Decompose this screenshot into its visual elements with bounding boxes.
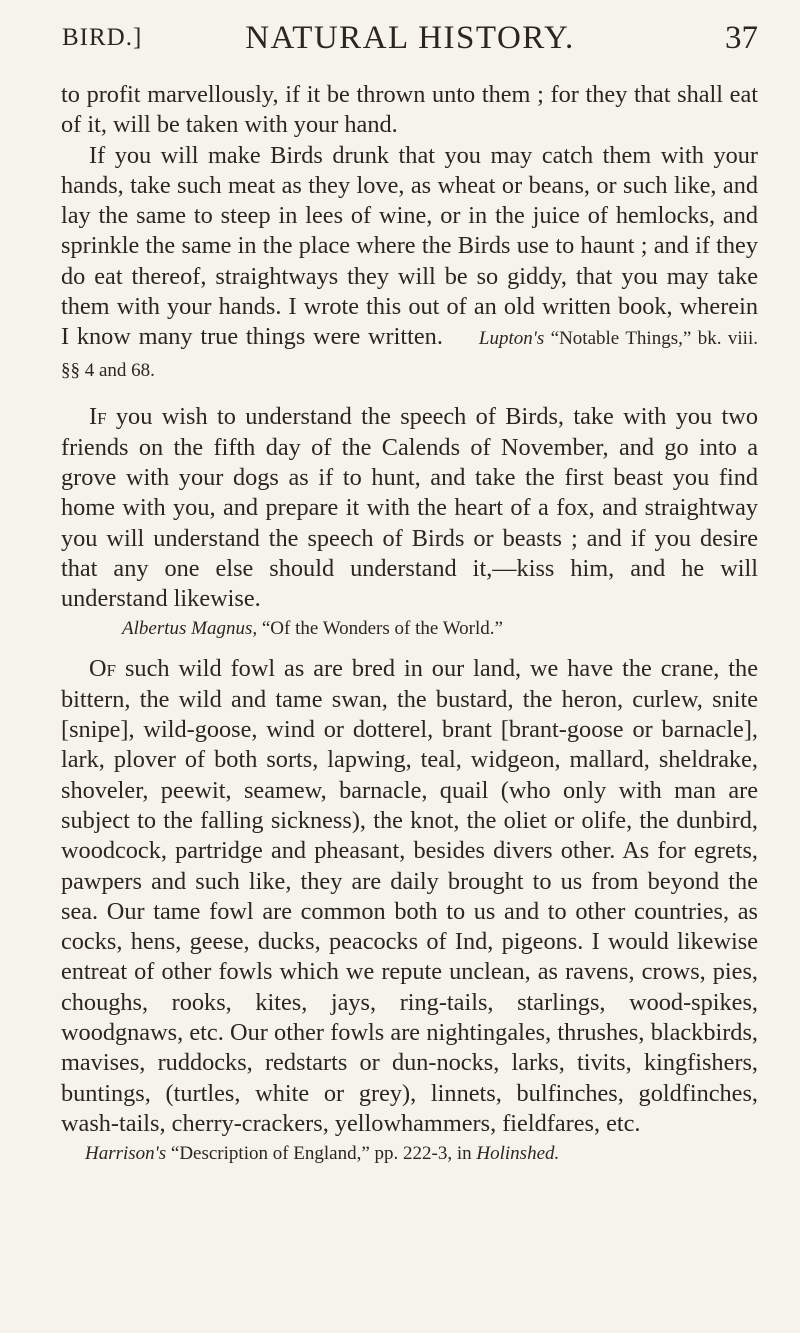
page-body: [61, 80, 758, 1169]
passage2-citation: [61, 614, 758, 644]
page-title: NATURAL HISTORY.: [245, 20, 575, 56]
passage3-text: [61, 654, 758, 1139]
passage2-text: [61, 402, 758, 614]
citation-work: “Notable Things,” bk. viii. §§ 4 and 68.: [61, 328, 758, 382]
passage1-para2: [61, 141, 758, 387]
citation-author: Harrison's: [85, 1143, 167, 1165]
passage3-citation: [61, 1139, 758, 1169]
passage3-body: such wild fowl as are bred in our land, we have the crane, the bittern, the wild and tame swan, the bustard, the heron, curlew, snite [snipe], wild-goose, wind or dotterel, brant [brant-goose or barnacle], lark, plover of both sorts, lapwing, teal, widgeon, mallard, sheldrake, shoveler, peewit, seamew, barnacle, quail (who only with man are subject to the falling sickness), the knot, the oliet or olife, the dunbird, woodcock, partridge and pheasant, besides divers other. As for egrets, pawpers and such like, they are daily brought to us from beyond the sea. Our tame fowl are common both to us and to other countries, as cocks, hens, geese, ducks, peacocks of Ind, pigeons. I would likewise entreat of other fowls which we repute unclean, as ravens, crows, pies, choughs, rooks, kites, jays, ring-tails, starlings, wood-spikes, woodgnaws, etc. Our other fowls are nightingales, thrushes, blackbirds, mavises, ruddocks, redstarts or dun-nocks, larks, tivits, kingfishers, buntings, (turtles, white or grey), linnets, bulfinches, goldfinches, wash-tails, cherry-crackers, yellowhammers, fieldfares, etc.: [61, 655, 758, 1137]
citation-author: Lupton's: [478, 328, 545, 350]
passage2-initial: [89, 403, 107, 430]
passage3-initial: Of: [89, 655, 117, 683]
citation-work: “Of the Wonders of the World.”: [257, 618, 503, 640]
citation-work: “Description of England,” pp. 222-3, in: [166, 1143, 477, 1165]
passage1-para1: to profit marvellously, if it be thrown unto them ; for they that shall eat of it, will be taken with your hand.: [61, 81, 758, 139]
section-label: BIRD.]: [62, 24, 143, 51]
citation-source: Holinshed.: [476, 1143, 560, 1165]
spacer: [61, 386, 758, 402]
passage1-para2-text: If you will make Birds drunk that you may catch them with your hands, take such meat as they love, as wheat or beans, or such like, and lay the same to steep in lees of wine, or in the juice of hemlocks, and sprinkle the same in the place where the Birds use to haunt ; and if they do eat thereof, straightways they will be so giddy, that you may take them with your hands. I wrote this out of an old written book, wherein I know many true things were written.: [61, 141, 758, 351]
spacer: [61, 644, 758, 654]
passage2-body: you wish to understand the speech of Birds, take with you two friends on the fifth day of the Calends of November, and go into a grove with your dogs as if to hunt, and take the first beast you find home with you, and prepare it with the heart of a fox, and straightway you will understand the speech of Birds or beasts ; and if you desire that any one else should understand it,—kiss him, and he will understand likewise.: [61, 403, 758, 613]
citation-author: Albertus Magnus,: [122, 618, 258, 640]
passage2-initial-text: If: [89, 403, 107, 431]
page-number: 37: [725, 20, 758, 56]
running-header: [62, 14, 758, 60]
